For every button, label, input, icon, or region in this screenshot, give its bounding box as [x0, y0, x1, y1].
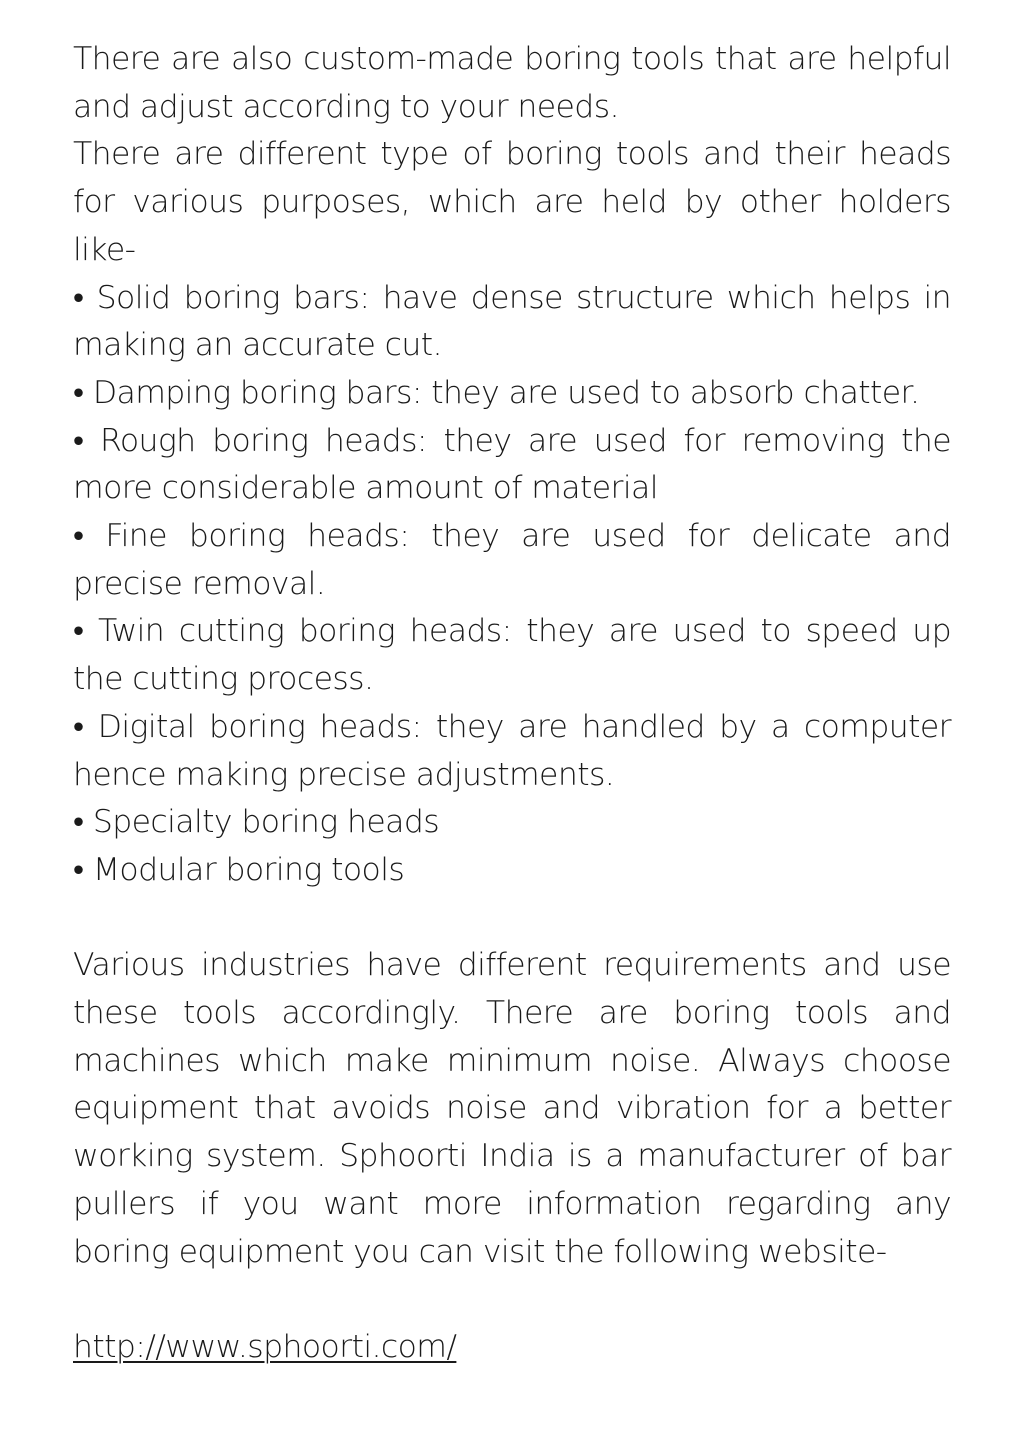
intro-paragraph-tool-types: There are different type of boring tools and their heads for various purposes, which are held by other holders like- [73, 136, 951, 268]
list-item: • Rough boring heads: they are used for removing the more considerable amount of material [73, 422, 951, 507]
list-item: • Solid boring bars: have dense structure which helps in making an accurate cut. [73, 279, 951, 364]
closing-paragraph: Various industries have different requirements and use these tools accordingly. There are boring tools and machines which make minimum noise. Always choose equipment that avoids noise and vibration for a better working system. Sphoorti India is a manufacturer of bar pullers if you want more information regarding any boring equipment you can visit the following website- [73, 947, 951, 1270]
list-item: • Twin cutting boring heads: they are used to speed up the cutting process. [73, 613, 951, 698]
list-item: • Modular boring tools [73, 851, 405, 888]
spacer [73, 1276, 951, 1324]
list-item: • Damping boring bars: they are used to absorb chatter. [73, 374, 920, 411]
spacer [73, 895, 951, 943]
boring-tools-list [73, 275, 951, 895]
intro-paragraph-custom-tools: There are also custom-made boring tools that are helpful and adjust according to your needs. [73, 41, 951, 125]
website-link[interactable]: http://www.sphoorti.com/ [73, 1328, 457, 1365]
list-item: • Fine boring heads: they are used for delicate and precise removal. [73, 518, 951, 602]
document-page [73, 36, 951, 1372]
website-line [73, 1324, 951, 1372]
list-item: • Specialty boring heads [73, 804, 440, 841]
list-item: • Digital boring heads: they are handled by a computer hence making precise adjustments. [73, 708, 951, 793]
